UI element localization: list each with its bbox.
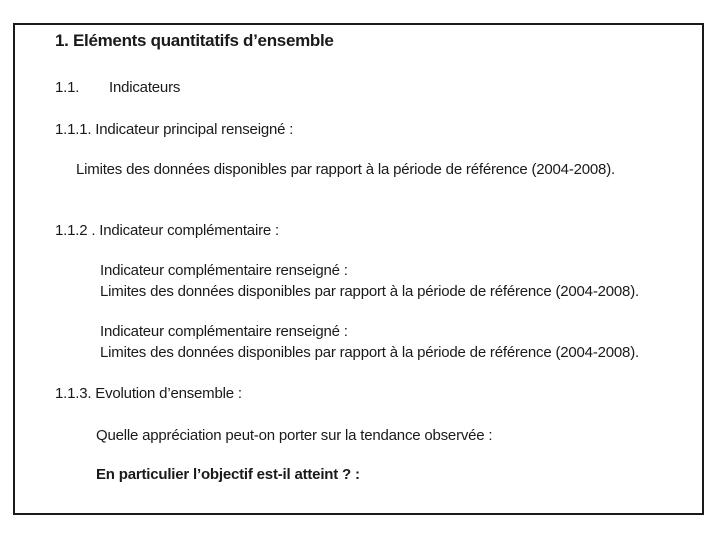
section-1-1-1-text: Limites des données disponibles par rapport à la période de référence (2004-2008). <box>76 161 615 178</box>
section-1-1-number: 1.1. <box>55 79 80 96</box>
objective-question: En particulier l’objectif est-il atteint ? : <box>96 466 360 483</box>
section-1-1 <box>55 79 180 97</box>
complementary-indicator-label: Indicateur complémentaire renseigné : <box>100 323 348 340</box>
section-1-1-3-heading: 1.1.3. Evolution d’ensemble : <box>55 385 242 402</box>
section-1-1-2-heading: 1.1.2 . Indicateur complémentaire : <box>55 222 279 239</box>
complementary-indicator-text: Limites des données disponibles par rapport à la période de référence (2004-2008). <box>100 283 639 300</box>
complementary-indicator-text: Limites des données disponibles par rapport à la période de référence (2004-2008). <box>100 344 639 361</box>
section-1-1-label: Indicateurs <box>109 79 181 96</box>
trend-question: Quelle appréciation peut-on porter sur la tendance observée : <box>96 427 493 444</box>
section-1-1-1-heading: 1.1.1. Indicateur principal renseigné : <box>55 121 294 138</box>
document-title: 1. Eléments quantitatifs d’ensemble <box>55 31 334 50</box>
complementary-indicator-label: Indicateur complémentaire renseigné : <box>100 262 348 279</box>
